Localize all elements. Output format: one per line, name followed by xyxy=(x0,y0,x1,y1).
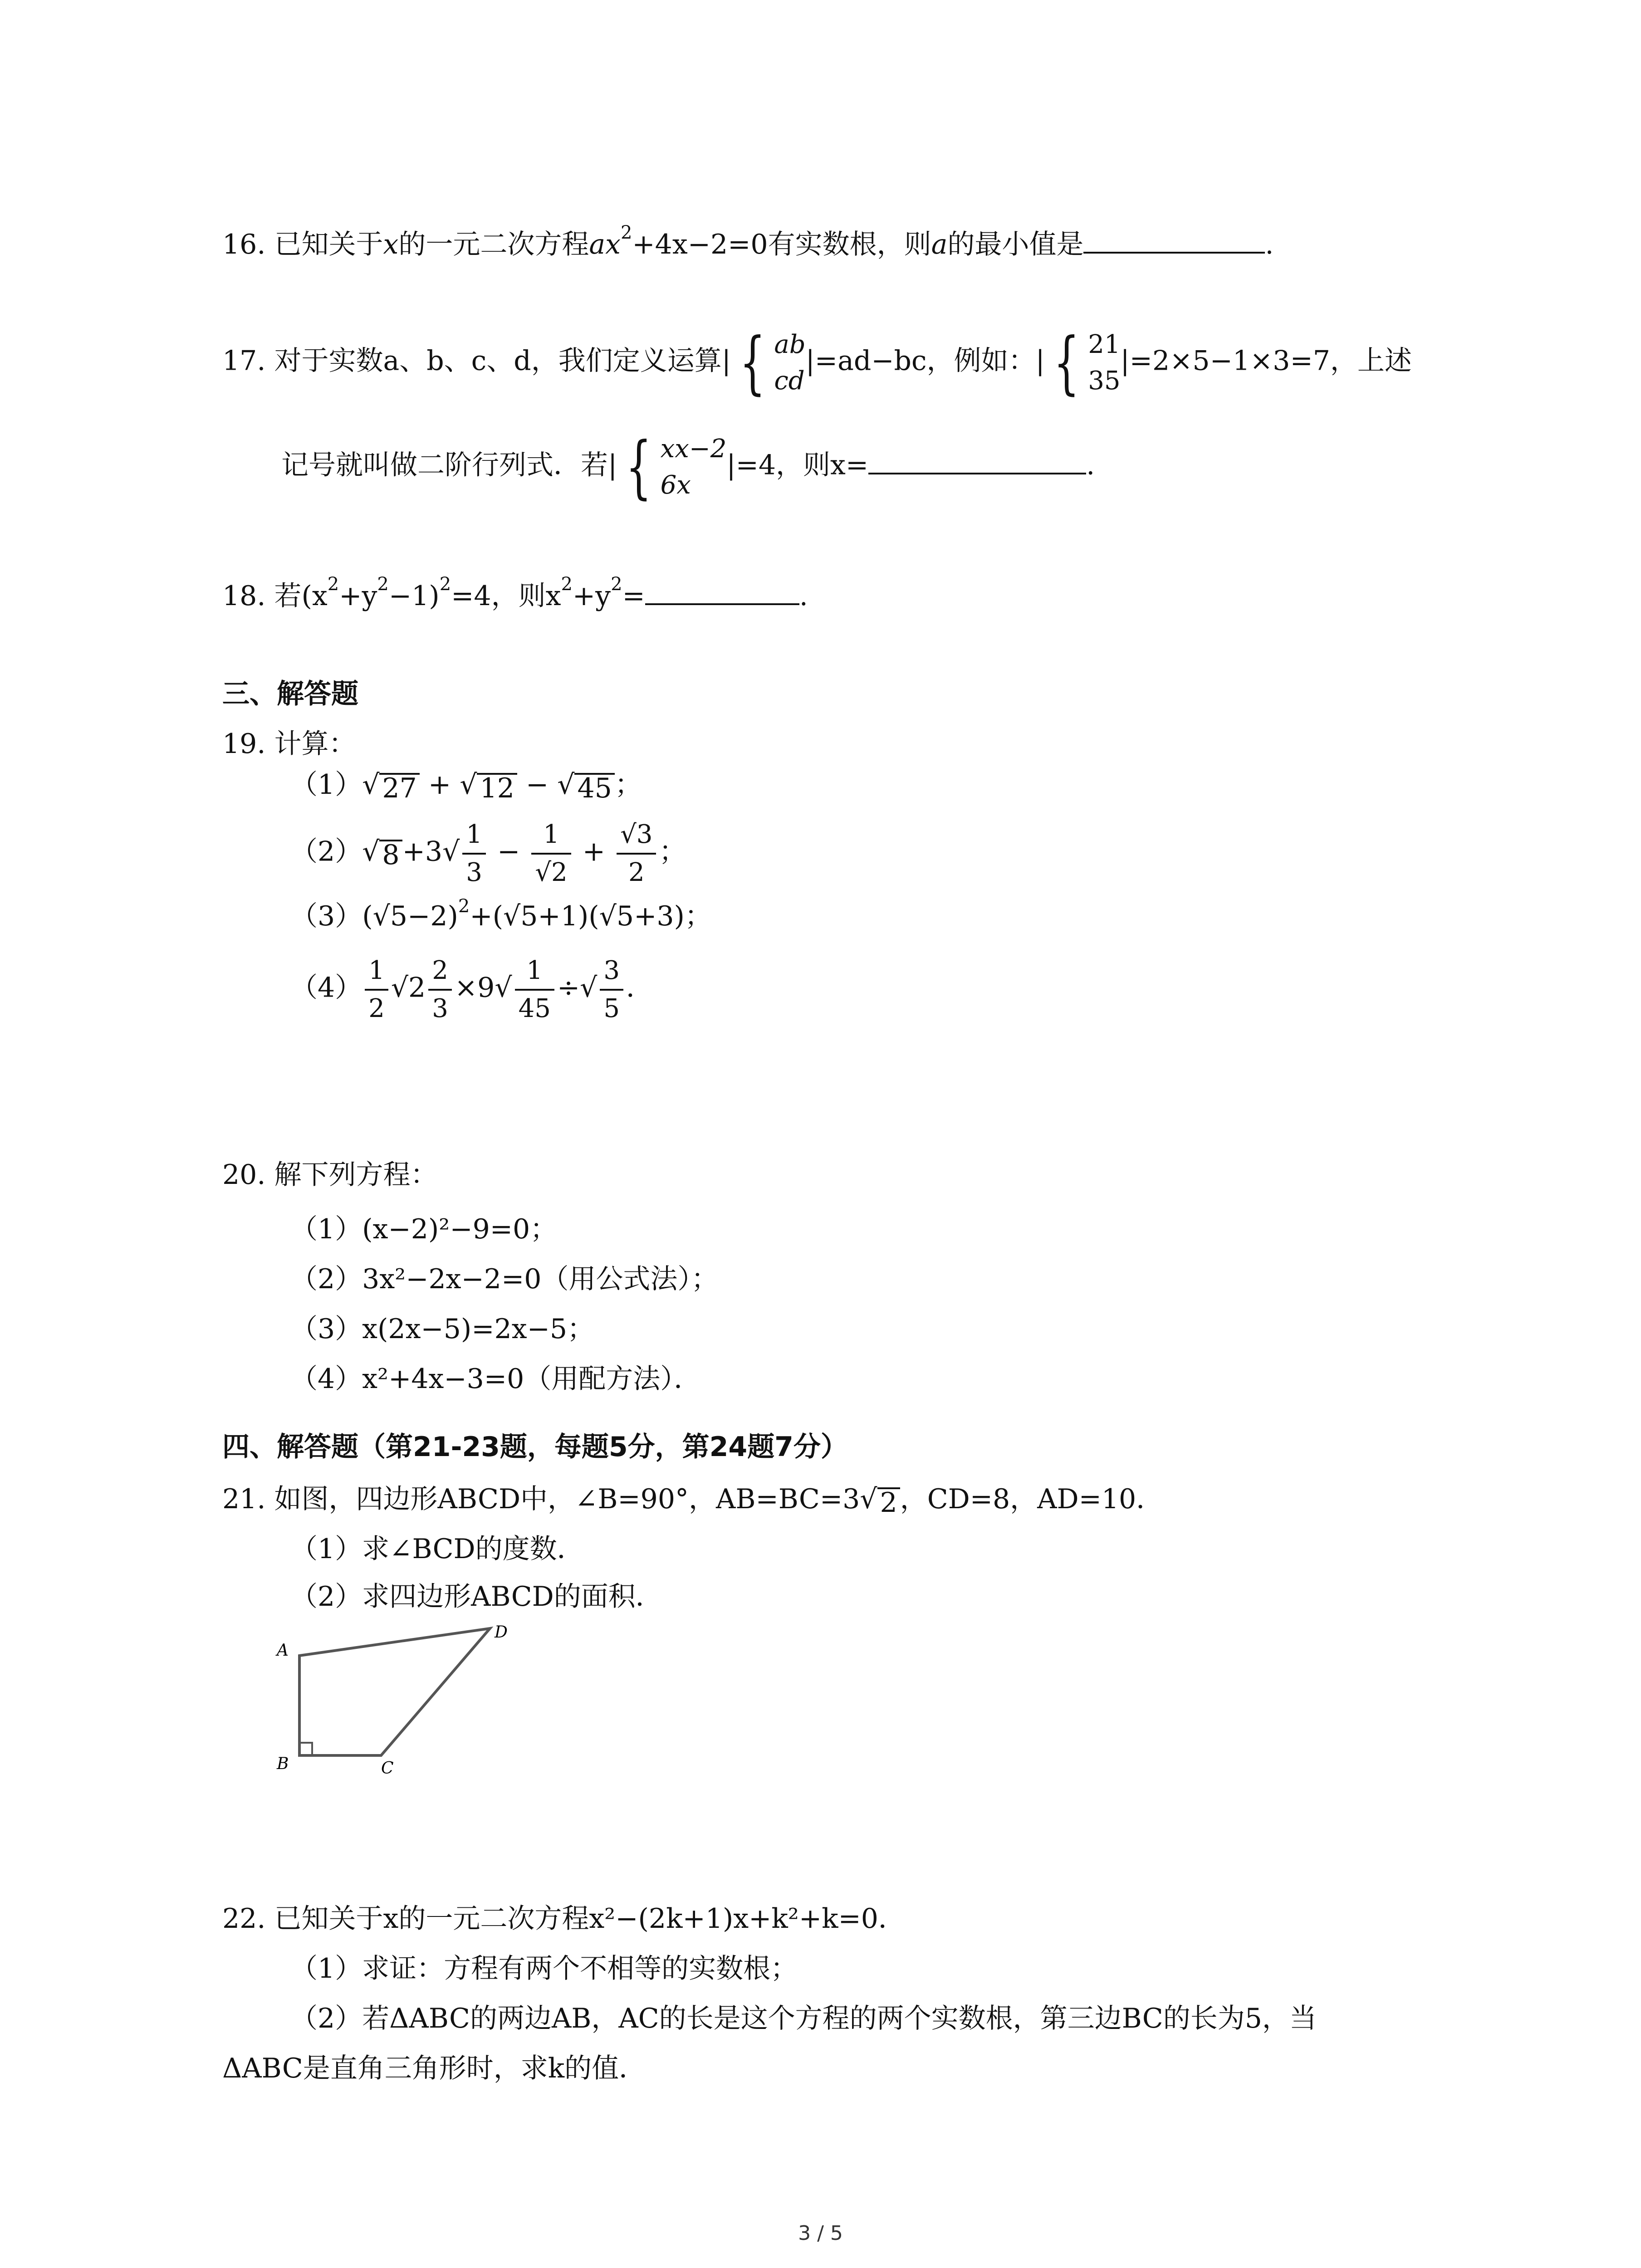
question-number: 22. xyxy=(222,1903,266,1935)
question-number: 17. xyxy=(222,345,266,377)
q21-part-1: （1）求∠BCD的度数． xyxy=(290,1533,584,1565)
q19-part-2: （2）√ 8 +3√ $\frac{1}{3}$ − $\frac{1}{√2}$ + $\frac{√3}{2}$ ； xyxy=(290,816,686,891)
label-B: B xyxy=(277,1755,289,1773)
q19-part-1: （1）√ 27 + √ 12 − √ 45 ； xyxy=(290,769,642,804)
q20-part-3: （3）x(2x−5)=2x−5； xyxy=(290,1313,595,1345)
q22-part-1: （1）求证：方程有两个不相等的实数根； xyxy=(290,1953,798,1984)
q22-part-2-cont: ΔABC是直角三角形时，求k的值． xyxy=(222,2053,647,2084)
q21-part-2: （2）求四边形ABCD的面积． xyxy=(290,1581,663,1613)
label-D: D xyxy=(495,1624,508,1642)
question-number: 16. xyxy=(222,229,266,260)
question-number: 20. xyxy=(222,1159,266,1191)
determinant: 21 35 xyxy=(1088,330,1121,396)
label-A: A xyxy=(277,1641,289,1660)
question-20: 20. 解下列方程： xyxy=(222,1159,438,1191)
question-21: 21. 如图，四边形ABCD中，∠B=90°，AB=BC=3√ 2 ，CD=8，AD=10． xyxy=(222,1483,1164,1519)
section-heading: 四、解答题（第21-23题，每题5分，第24题7分） xyxy=(222,1431,848,1463)
q20-part-1: （1）(x−2)²−9=0； xyxy=(290,1213,558,1245)
q22-part-2: （2）若ΔABC的两边AB，AC的长是这个方程的两个实数根，第三边BC的长为5，当 xyxy=(290,2003,1317,2034)
determinant: xx−2 6x xyxy=(660,434,727,500)
quadrilateral-figure xyxy=(272,1624,544,1778)
question-number: 18. xyxy=(222,580,266,612)
label-C: C xyxy=(381,1759,394,1778)
section-heading: 三、解答题 xyxy=(222,678,358,710)
q20-part-4: （4）x²+4x−3=0（用配方法）． xyxy=(290,1363,701,1395)
answer-blank[interactable] xyxy=(868,450,1086,474)
determinant: ab cd xyxy=(774,330,806,396)
question-17-line2: 记号就叫做二阶行列式．若| { xx−2 6x|=4，则x= . xyxy=(281,428,1095,507)
answer-blank[interactable] xyxy=(645,581,799,605)
question-22: 22. 已知关于x的一元二次方程x²−(2k+1)x+k²+k=0． xyxy=(222,1903,906,1935)
question-number: 21. xyxy=(222,1483,266,1515)
q19-part-4: （4） $\frac{1}{2}$ √2 $\frac{2}{3}$ ×9√ $\frac{1}{45}$ ÷√ $\frac{3}{5}$ ． xyxy=(290,953,653,1027)
question-16: 16. 已知关于x的一元二次方程$ax^2+4x-2=0$有实数根，则a的最小值是 . xyxy=(222,222,1274,260)
question-number: 19. xyxy=(222,728,266,760)
answer-blank[interactable] xyxy=(1083,229,1265,254)
question-19: 19. 计算： xyxy=(222,728,356,760)
question-18: 18. 若$(x^2+y^2-1)^2=4$，则$x^2+y^2=$ . xyxy=(222,574,808,612)
page-number: 3 / 5 xyxy=(798,2222,843,2245)
q19-part-3: $(3)(√5-2)^2+(√5+1)(√5+3)$； xyxy=(290,896,712,932)
question-17: 17. 对于实数a、b、c、d，我们定义运算| { ab cd|=ad−bc，例如：| { 21 35|=2×5−1×3=7，上述 xyxy=(222,323,1412,402)
q20-part-2: （2）3x²−2x−2=0（用公式法）； xyxy=(290,1263,719,1295)
